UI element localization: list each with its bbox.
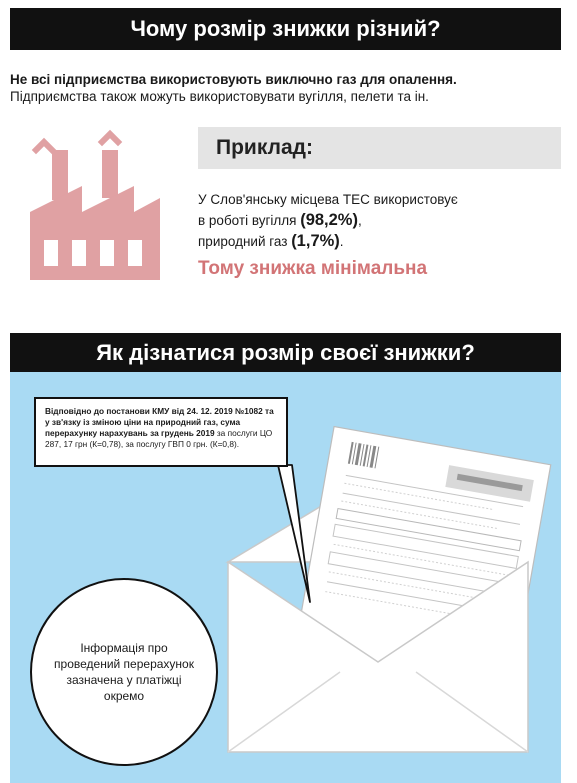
intro-line-1: Не всі підприємства використовують виключно газ для опалення.	[10, 72, 457, 87]
callout-bold-text: Відповідно до постанови КМУ від 24. 12. 2019 №1082 та у зв'язку із зміною ціни на природний газ, сума перерахунку нарахувань за грудень 2019	[45, 406, 274, 438]
gas-percent: (1,7%)	[291, 232, 340, 250]
example-text-2: в роботі вугілля	[198, 213, 297, 228]
example-title: Приклад:	[216, 136, 313, 159]
example-header	[198, 127, 561, 169]
section-title-discount-difference: Чому розмір знижки різний?	[10, 8, 561, 50]
bill-note-callout	[34, 397, 288, 467]
example-conclusion: Тому знижка мінімальна	[198, 258, 428, 279]
intro-line-2: Підприємства також можуть використовувати вугілля, пелети та ін.	[10, 89, 429, 104]
callout-normal-text: за послуги ЦО 287, 17 грн (К=0,78), за послугу ГВП 0 грн. (К=0,8).	[45, 428, 273, 449]
intro-text	[10, 71, 561, 105]
example-text-5: .	[339, 234, 344, 249]
info-circle-text: Інформація про проведений перерахунок зазначена у платіжці окремо	[54, 641, 194, 703]
info-circle	[30, 578, 218, 766]
example-text-4: природний газ	[198, 234, 288, 249]
example-text-1: У Слов'янську місцева ТЕС використовує	[198, 192, 458, 207]
section-title-find-discount: Як дізнатися розмір своєї знижки?	[10, 333, 561, 372]
factory-icon	[24, 128, 164, 280]
coal-percent: (98,2%)	[300, 211, 358, 229]
example-text-3: ,	[357, 213, 362, 228]
example-text	[198, 190, 528, 252]
